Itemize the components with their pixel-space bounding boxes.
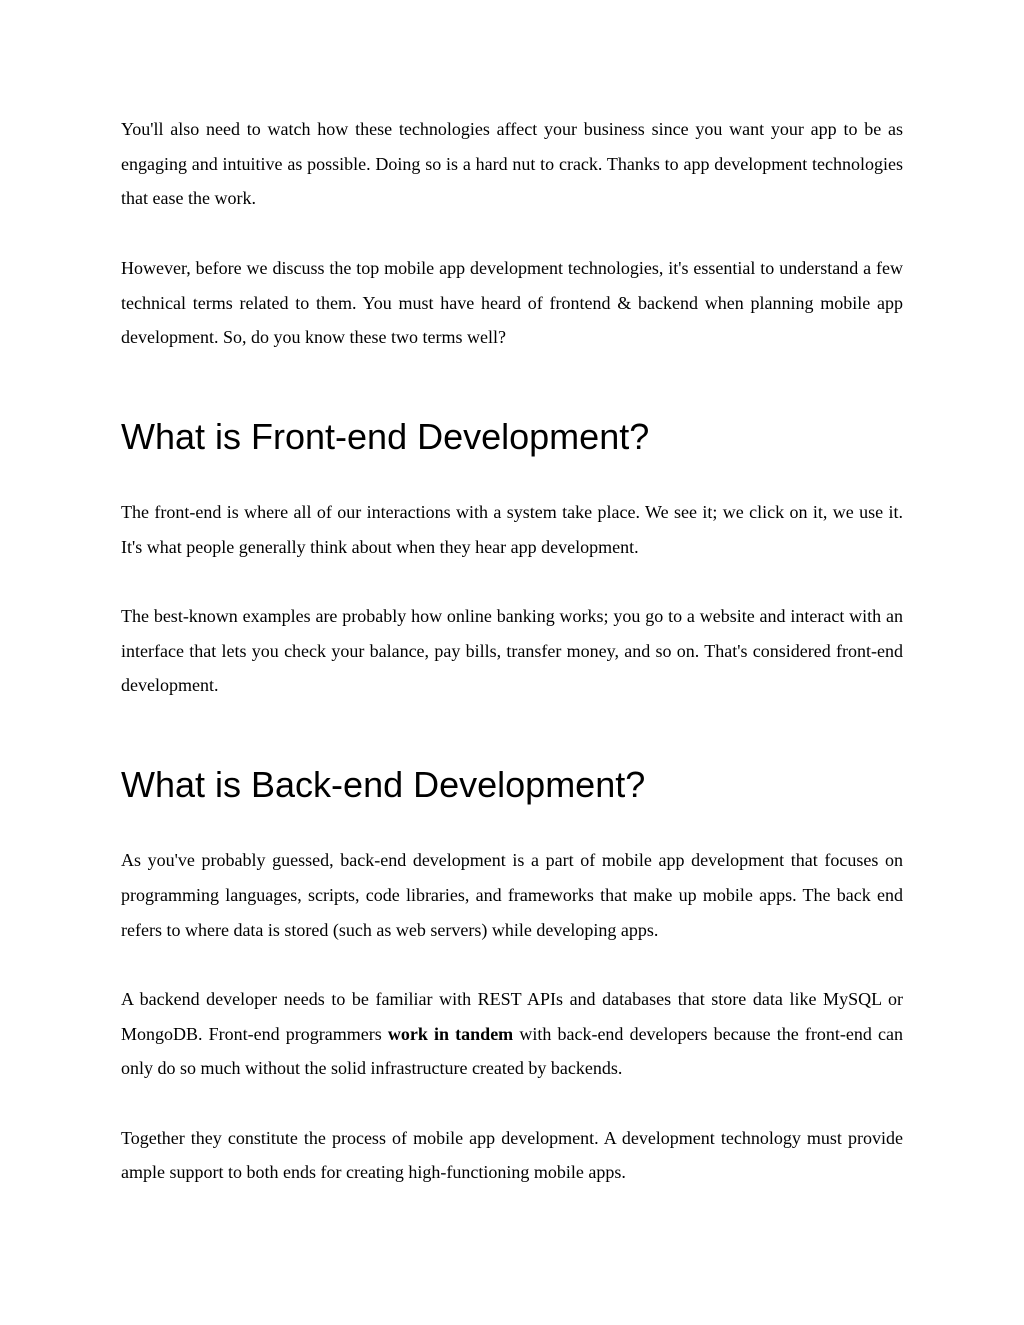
document-page (121, 112, 903, 1190)
paragraph-frontend-definition: The front-end is where all of our interactions with a system take place. We see it; we click on it, we use it. It's what people generally think about when they hear app development. (121, 501, 903, 557)
paragraph-gap (121, 1086, 903, 1121)
paragraph-terms: However, before we discuss the top mobile app development technologies, it's essential to understand a few technical terms related to them. You must have heard of frontend & backend when planning mobile app development. So, do you know these two terms well? (121, 257, 903, 348)
paragraph-backend-definition: As you've probably guessed, back-end development is a part of mobile app development that focuses on programming languages, scripts, code libraries, and frameworks that make up mobile apps. The back end refers to where data is stored (such as web servers) while developing apps. (121, 850, 903, 940)
text-segment: A backend developer needs to be familiar with REST APIs and databases that store data like MySQL or MongoDB. Front-end programmers (121, 988, 903, 1044)
heading-frontend: What is Front-end Development? (121, 415, 650, 457)
paragraph-gap (121, 947, 903, 982)
heading-backend: What is Back-end Development? (121, 764, 646, 806)
paragraph-gap (121, 216, 903, 251)
paragraph-intro: You'll also need to watch how these technologies affect your business since you want your app to be as engaging and intuitive as possible. Doing so is a hard nut to crack. Thanks to app development technologies that ease the work. (121, 119, 903, 209)
bold-phrase: work in tandem (387, 1023, 514, 1044)
section-gap (121, 355, 903, 417)
heading-gap (121, 457, 903, 495)
paragraph-gap (121, 564, 903, 599)
heading-gap (121, 805, 903, 843)
paragraph-together: Together they constitute the process of mobile app development. A development technology must provide ample support to both ends for creating high-functioning mobile apps. (121, 1127, 903, 1183)
paragraph-frontend-example: The best-known examples are probably how online banking works; you go to a website and interact with an interface that lets you check your balance, pay bills, transfer money, and so on. That's considered front-end development. (121, 606, 903, 696)
paragraph-backend-developer (121, 982, 903, 1086)
text-segment: with back-end developers because the front-end can only do so much without the solid infrastructure created by backends. (121, 1023, 903, 1079)
section-gap (121, 703, 903, 765)
